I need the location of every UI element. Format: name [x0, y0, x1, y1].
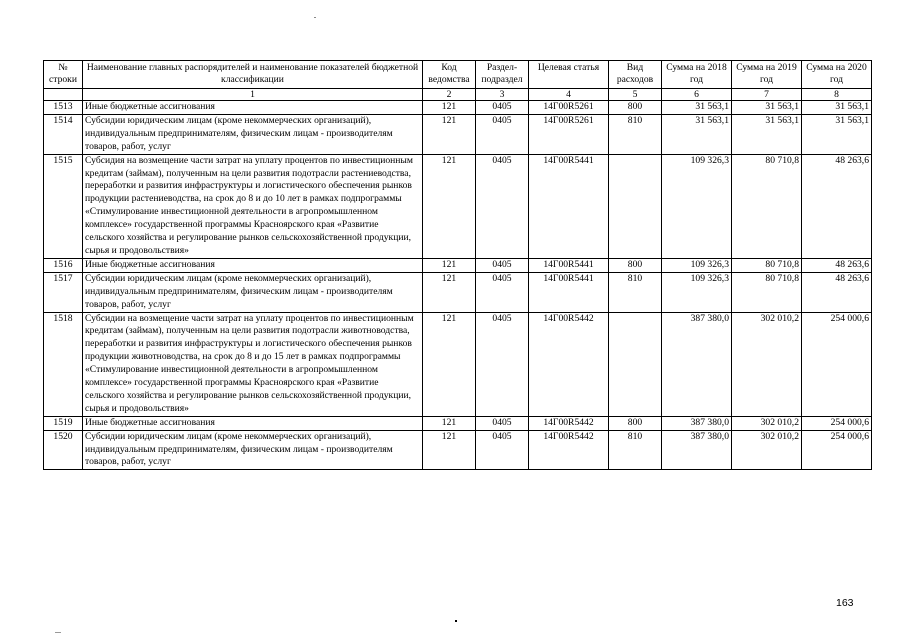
table-body — [44, 101, 872, 470]
table-row — [44, 312, 872, 416]
target-article: 14Г00R5261 — [529, 114, 609, 154]
table-row — [44, 416, 872, 430]
column-number: 3 — [476, 89, 529, 101]
sum-2020: 31 563,1 — [802, 114, 872, 154]
sum-2019: 31 563,1 — [732, 114, 802, 154]
department-code: 121 — [423, 114, 476, 154]
column-number: 8 — [802, 89, 872, 101]
header-row-number: № строки — [44, 61, 83, 89]
sum-2018: 387 380,0 — [662, 416, 732, 430]
sum-2020: 254 000,6 — [802, 312, 872, 416]
section-code: 0405 — [476, 154, 529, 258]
row-name: Субсидии юридическим лицам (кроме некоммерческих организаций), индивидуальным предпринимателям, физическим лицам - производителям товаров, работ, услуг — [83, 114, 423, 154]
sum-2018: 387 380,0 — [662, 312, 732, 416]
column-number — [44, 89, 83, 101]
section-code: 0405 — [476, 272, 529, 312]
expense-kind: 810 — [609, 430, 662, 470]
sum-2018: 109 326,3 — [662, 272, 732, 312]
target-article: 14Г00R5442 — [529, 430, 609, 470]
header-expense-kind: Вид расходов — [609, 61, 662, 89]
header-section: Раздел-подраздел — [476, 61, 529, 89]
sum-2018: 387 380,0 — [662, 430, 732, 470]
expense-kind: 800 — [609, 101, 662, 115]
row-name: Субсидия на возмещение части затрат на уплату процентов по инвестиционным кредитам (займам), полученным на цели развития подотрасли растениеводства, переработки и развития инфраструктуры и логистического обеспечения рынков продукции растениеводства, на срок до 8 и до 10 лет в рамках подпрограммы «Стимулирование инвестиционной деятельности в агропромышленном комплексе» государственной программы Красноярского края «Развитие сельского хозяйства и регулирование рынков сельскохозяйственной продукции, сырья и продовольствия» — [83, 154, 423, 258]
sum-2019: 80 710,8 — [732, 272, 802, 312]
table-header-row — [44, 61, 872, 89]
expense-kind — [609, 312, 662, 416]
sum-2020: 254 000,6 — [802, 416, 872, 430]
row-name: Субсидии на возмещение части затрат на уплату процентов по инвестиционным кредитам (займам), полученным на цели развития подотрасли животноводства, переработки и развития инфраструктуры и логистического обеспечения рынков продукции животноводства, на срок до 8 и до 15 лет в рамках подпрограммы «Стимулирование инвестиционной деятельности в агропромышленном комплексе» государственной программы Красноярского края «Развитие сельского хозяйства и регулирование рынков сельскохозяйственной продукции, сырья и продовольствия» — [83, 312, 423, 416]
expense-kind: 810 — [609, 272, 662, 312]
table-row — [44, 430, 872, 470]
sum-2020: 254 000,6 — [802, 430, 872, 470]
target-article: 14Г00R5442 — [529, 416, 609, 430]
row-number: 1515 — [44, 154, 83, 258]
row-number: 1520 — [44, 430, 83, 470]
expense-kind: 800 — [609, 258, 662, 272]
table-row — [44, 154, 872, 258]
section-code: 0405 — [476, 101, 529, 115]
budget-table — [43, 60, 872, 470]
table-row — [44, 258, 872, 272]
section-code: 0405 — [476, 416, 529, 430]
column-number-row — [44, 89, 872, 101]
sum-2020: 31 563,1 — [802, 101, 872, 115]
table-row — [44, 101, 872, 115]
row-name: Иные бюджетные ассигнования — [83, 258, 423, 272]
section-code: 0405 — [476, 114, 529, 154]
target-article: 14Г00R5261 — [529, 101, 609, 115]
expense-kind — [609, 154, 662, 258]
row-name: Иные бюджетные ассигнования — [83, 416, 423, 430]
row-number: 1519 — [44, 416, 83, 430]
row-number: 1518 — [44, 312, 83, 416]
header-target-article: Целевая статья — [529, 61, 609, 89]
department-code: 121 — [423, 416, 476, 430]
expense-kind: 800 — [609, 416, 662, 430]
row-name: Субсидии юридическим лицам (кроме некоммерческих организаций), индивидуальным предпринимателям, физическим лицам - производителям товаров, работ, услуг — [83, 430, 423, 470]
sum-2018: 109 326,3 — [662, 258, 732, 272]
sum-2020: 48 263,6 — [802, 258, 872, 272]
column-number: 7 — [732, 89, 802, 101]
target-article: 14Г00R5441 — [529, 154, 609, 258]
sum-2019: 302 010,2 — [732, 312, 802, 416]
sum-2019: 302 010,2 — [732, 430, 802, 470]
header-department-code: Код ведомства — [423, 61, 476, 89]
sum-2020: 48 263,6 — [802, 154, 872, 258]
row-number: 1516 — [44, 258, 83, 272]
row-number: 1514 — [44, 114, 83, 154]
target-article: 14Г00R5441 — [529, 258, 609, 272]
row-number: 1513 — [44, 101, 83, 115]
target-article: 14Г00R5442 — [529, 312, 609, 416]
column-number: 2 — [423, 89, 476, 101]
section-code: 0405 — [476, 258, 529, 272]
row-name: Субсидии юридическим лицам (кроме некоммерческих организаций), индивидуальным предпринимателям, физическим лицам - производителям товаров, работ, услуг — [83, 272, 423, 312]
header-sum-2019: Сумма на 2019 год — [732, 61, 802, 89]
department-code: 121 — [423, 312, 476, 416]
sum-2018: 109 326,3 — [662, 154, 732, 258]
row-number: 1517 — [44, 272, 83, 312]
header-name: Наименование главных распорядителей и наименование показателей бюджетной классификации — [83, 61, 423, 89]
table-row — [44, 272, 872, 312]
department-code: 121 — [423, 154, 476, 258]
department-code: 121 — [423, 272, 476, 312]
header-sum-2020: Сумма на 2020 год — [802, 61, 872, 89]
sum-2020: 48 263,6 — [802, 272, 872, 312]
section-code: 0405 — [476, 312, 529, 416]
column-number: 4 — [529, 89, 609, 101]
sum-2018: 31 563,1 — [662, 101, 732, 115]
department-code: 121 — [423, 258, 476, 272]
column-number: 1 — [83, 89, 423, 101]
section-code: 0405 — [476, 430, 529, 470]
scan-speck — [55, 632, 61, 633]
sum-2019: 31 563,1 — [732, 101, 802, 115]
department-code: 121 — [423, 430, 476, 470]
sum-2019: 80 710,8 — [732, 258, 802, 272]
department-code: 121 — [423, 101, 476, 115]
column-number: 5 — [609, 89, 662, 101]
sum-2019: 80 710,8 — [732, 154, 802, 258]
table-row — [44, 114, 872, 154]
expense-kind: 810 — [609, 114, 662, 154]
column-number: 6 — [662, 89, 732, 101]
sum-2019: 302 010,2 — [732, 416, 802, 430]
scan-speck — [314, 17, 316, 18]
sum-2018: 31 563,1 — [662, 114, 732, 154]
row-name: Иные бюджетные ассигнования — [83, 101, 423, 115]
header-sum-2018: Сумма на 2018 год — [662, 61, 732, 89]
scan-speck — [455, 620, 457, 622]
page-number: 163 — [836, 597, 854, 609]
target-article: 14Г00R5441 — [529, 272, 609, 312]
